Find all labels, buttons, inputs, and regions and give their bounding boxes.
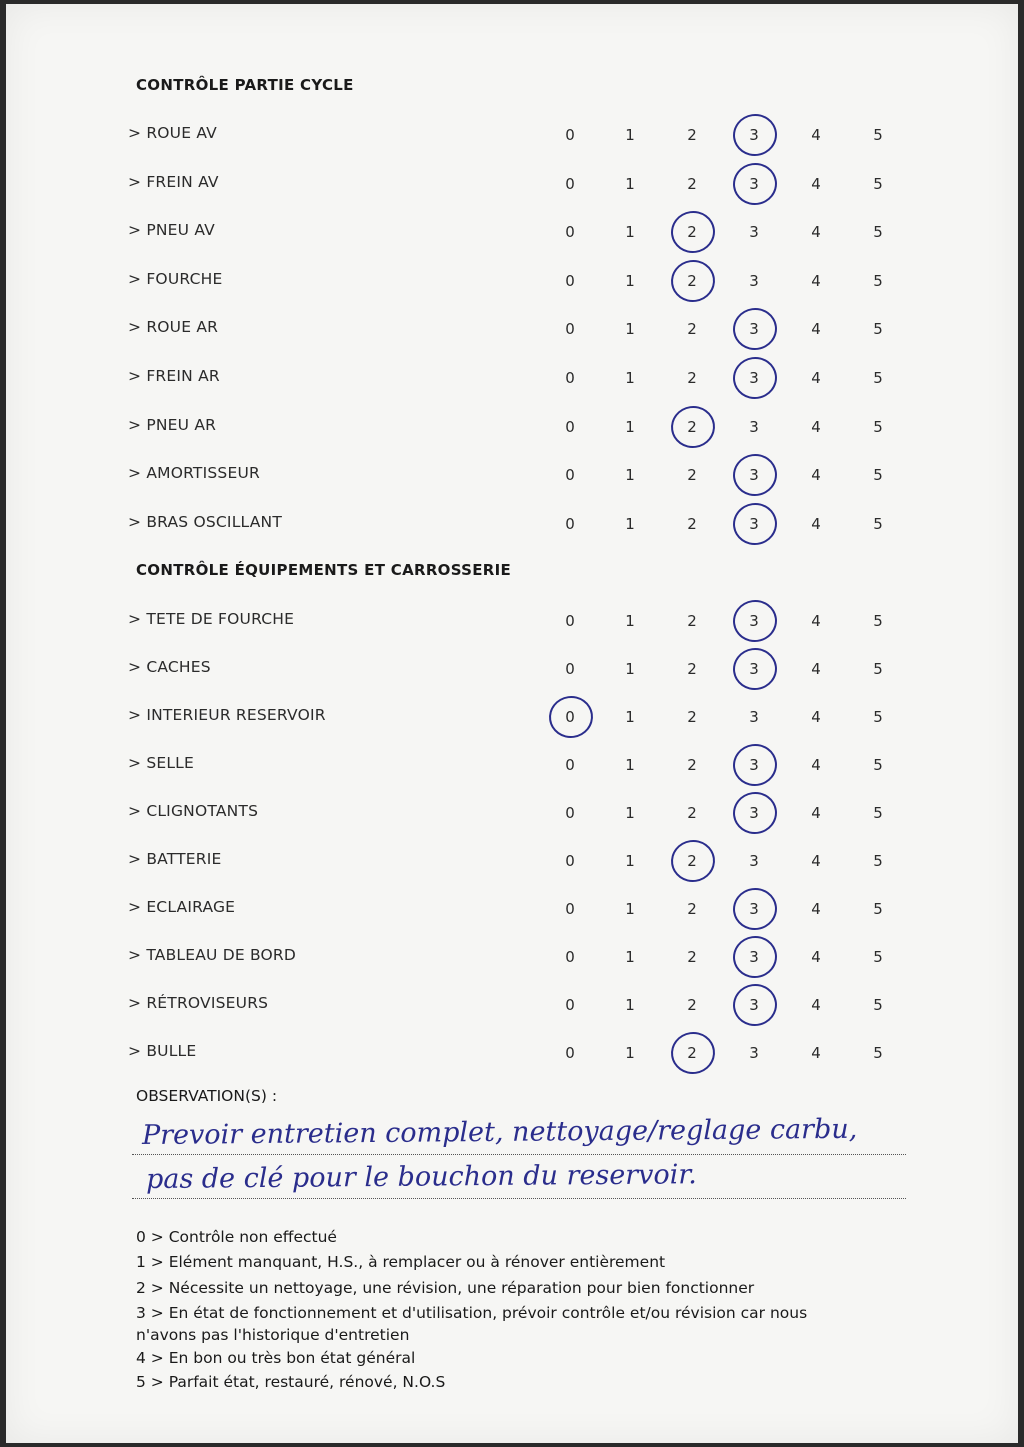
checklist-row: [6, 800, 1018, 826]
score-option-3[interactable]: 3: [749, 174, 759, 193]
score-option-2[interactable]: 2: [687, 271, 697, 290]
score-option-1[interactable]: 1: [625, 514, 635, 533]
score-option-1[interactable]: 1: [625, 660, 635, 678]
inspection-sheet: [6, 4, 1018, 1443]
score-option-4[interactable]: 4: [811, 271, 821, 290]
score-option-2[interactable]: 2: [687, 417, 697, 436]
score-option-4[interactable]: 4: [811, 612, 821, 630]
checklist-row: [6, 1040, 1018, 1066]
score-option-3[interactable]: 3: [749, 660, 759, 678]
selected-score-circle[interactable]: [730, 933, 779, 981]
score-option-2[interactable]: 2: [687, 223, 697, 242]
score-option-2[interactable]: 2: [687, 708, 697, 726]
score-option-4[interactable]: 4: [811, 126, 821, 144]
score-option-1[interactable]: 1: [625, 756, 635, 774]
selected-score-circle[interactable]: [730, 741, 779, 789]
score-option-5[interactable]: 5: [873, 417, 883, 436]
score-option-4[interactable]: 4: [811, 514, 821, 533]
score-option-0[interactable]: 0: [565, 320, 575, 339]
section-title-equipment: CONTRÔLE ÉQUIPEMENTS ET CARROSSERIE: [136, 561, 512, 579]
score-option-0[interactable]: 0: [565, 900, 575, 918]
legend-5: 5 > Parfait état, restauré, rénové, N.O.S: [136, 1373, 446, 1391]
checklist-row: [6, 171, 1018, 197]
score-option-5[interactable]: 5: [873, 514, 883, 533]
score-option-0[interactable]: 0: [565, 1044, 575, 1062]
score-option-1[interactable]: 1: [625, 320, 635, 339]
checklist-row: [6, 656, 1018, 682]
legend-3-continued: n'avons pas l'historique d'entretien: [136, 1326, 410, 1344]
selected-score-circle[interactable]: [730, 597, 779, 645]
score-option-0[interactable]: 0: [565, 708, 575, 726]
score-option-0[interactable]: 0: [565, 417, 575, 436]
checklist-item-label: > BRAS OSCILLANT: [128, 512, 282, 531]
checklist-item-label: > PNEU AR: [128, 415, 217, 434]
score-option-1[interactable]: 1: [625, 948, 635, 966]
selected-score-circle[interactable]: [668, 1029, 717, 1077]
score-option-3[interactable]: 3: [749, 996, 759, 1014]
score-option-2[interactable]: 2: [687, 948, 697, 966]
score-option-3[interactable]: 3: [749, 852, 759, 870]
score-option-3[interactable]: 3: [749, 369, 759, 387]
score-option-4[interactable]: 4: [811, 1044, 821, 1062]
score-option-5[interactable]: 5: [873, 174, 883, 193]
score-option-5[interactable]: 5: [873, 708, 883, 726]
checklist-item-label: > ROUE AR: [128, 318, 219, 337]
score-option-3[interactable]: 3: [749, 223, 759, 242]
score-option-3[interactable]: 3: [749, 1044, 759, 1062]
score-option-2[interactable]: 2: [687, 369, 697, 387]
score-option-0[interactable]: 0: [565, 804, 575, 822]
checklist-item-label: > AMORTISSEUR: [128, 464, 260, 483]
score-option-5[interactable]: 5: [873, 996, 883, 1014]
score-option-1[interactable]: 1: [625, 612, 635, 630]
legend-1: 1 > Elément manquant, H.S., à remplacer ou à rénover entièrement: [136, 1253, 666, 1271]
checklist-row: [6, 219, 1018, 245]
score-option-2[interactable]: 2: [687, 320, 697, 339]
checklist-row: [6, 608, 1018, 634]
score-option-5[interactable]: 5: [873, 320, 883, 339]
score-option-2[interactable]: 2: [687, 804, 697, 822]
score-option-4[interactable]: 4: [811, 852, 821, 870]
checklist-row: [6, 365, 1018, 391]
checklist-item-label: > FOURCHE: [128, 269, 223, 288]
checklist-row: [6, 316, 1018, 342]
score-option-4[interactable]: 4: [811, 948, 821, 966]
score-option-2[interactable]: 2: [687, 900, 697, 918]
checklist-row: [6, 414, 1018, 440]
score-option-2[interactable]: 2: [687, 996, 697, 1014]
score-option-4[interactable]: 4: [811, 320, 821, 339]
selected-score-circle[interactable]: [668, 257, 717, 305]
score-option-5[interactable]: 5: [873, 126, 883, 144]
score-option-5[interactable]: 5: [873, 466, 883, 485]
score-option-3[interactable]: 3: [749, 514, 759, 533]
selected-score-circle[interactable]: [730, 111, 779, 159]
score-option-2[interactable]: 2: [687, 1044, 697, 1062]
checklist-item-label: > PNEU AV: [128, 221, 215, 240]
score-option-5[interactable]: 5: [873, 612, 883, 630]
score-option-0[interactable]: 0: [565, 660, 575, 678]
score-option-5[interactable]: 5: [873, 369, 883, 387]
selected-score-circle[interactable]: [730, 500, 779, 548]
score-option-0[interactable]: 0: [565, 466, 575, 485]
observation-line-1: Prevoir entretien complet, nettoyage/reglage carbu,: [141, 1113, 858, 1151]
selected-score-circle[interactable]: [730, 789, 779, 837]
selected-score-circle[interactable]: [730, 306, 779, 354]
score-option-0[interactable]: 0: [565, 948, 575, 966]
score-option-1[interactable]: 1: [625, 271, 635, 290]
score-option-3[interactable]: 3: [749, 320, 759, 339]
checklist-row: [6, 848, 1018, 874]
score-option-4[interactable]: 4: [811, 996, 821, 1014]
checklist-item-label: > CLIGNOTANTS: [128, 802, 259, 820]
score-option-2[interactable]: 2: [687, 466, 697, 485]
score-option-2[interactable]: 2: [687, 612, 697, 630]
score-option-2[interactable]: 2: [687, 660, 697, 678]
score-option-4[interactable]: 4: [811, 708, 821, 726]
score-option-1[interactable]: 1: [625, 1044, 635, 1062]
score-option-5[interactable]: 5: [873, 804, 883, 822]
score-option-1[interactable]: 1: [625, 996, 635, 1014]
checklist-row: [6, 704, 1018, 730]
score-option-1[interactable]: 1: [625, 804, 635, 822]
dotted-line-2: [132, 1198, 906, 1199]
selected-score-circle[interactable]: [668, 403, 717, 451]
score-option-5[interactable]: 5: [873, 660, 883, 678]
checklist-row: [6, 268, 1018, 294]
checklist-row: [6, 511, 1018, 537]
score-option-4[interactable]: 4: [811, 369, 821, 387]
score-option-0[interactable]: 0: [565, 612, 575, 630]
selected-score-circle[interactable]: [730, 645, 779, 693]
score-option-2[interactable]: 2: [687, 852, 697, 870]
score-option-3[interactable]: 3: [749, 417, 759, 436]
checklist-row: [6, 462, 1018, 488]
checklist-item-label: > TABLEAU DE BORD: [128, 946, 297, 964]
score-option-2[interactable]: 2: [687, 174, 697, 193]
legend-3: 3 > En état de fonctionnement et d'utilisation, prévoir contrôle et/ou révision car nous: [136, 1304, 808, 1322]
legend-4: 4 > En bon ou très bon état général: [136, 1349, 416, 1367]
score-option-0[interactable]: 0: [565, 126, 575, 144]
legend-0: 0 > Contrôle non effectué: [136, 1228, 337, 1246]
score-option-3[interactable]: 3: [749, 804, 759, 822]
score-option-1[interactable]: 1: [625, 369, 635, 387]
score-option-5[interactable]: 5: [873, 1044, 883, 1062]
score-option-5[interactable]: 5: [873, 900, 883, 918]
score-option-4[interactable]: 4: [811, 660, 821, 678]
score-option-1[interactable]: 1: [625, 708, 635, 726]
selected-score-circle[interactable]: [730, 451, 779, 499]
section-title-cycle: CONTRÔLE PARTIE CYCLE: [136, 76, 354, 94]
checklist-item-label: > BULLE: [128, 1042, 197, 1060]
score-option-4[interactable]: 4: [811, 466, 821, 485]
selected-score-circle[interactable]: [730, 160, 779, 208]
score-option-4[interactable]: 4: [811, 417, 821, 436]
score-option-3[interactable]: 3: [749, 948, 759, 966]
score-option-0[interactable]: 0: [565, 996, 575, 1014]
score-option-3[interactable]: 3: [749, 708, 759, 726]
score-option-2[interactable]: 2: [687, 514, 697, 533]
checklist-item-label: > BATTERIE: [128, 850, 222, 868]
checklist-item-label: > TETE DE FOURCHE: [128, 610, 295, 628]
score-option-5[interactable]: 5: [873, 756, 883, 774]
checklist-row: [6, 752, 1018, 778]
checklist-row: [6, 992, 1018, 1018]
score-option-3[interactable]: 3: [749, 466, 759, 485]
score-option-5[interactable]: 5: [873, 223, 883, 242]
checklist-item-label: > ROUE AV: [128, 124, 217, 142]
score-option-0[interactable]: 0: [565, 852, 575, 870]
score-option-5[interactable]: 5: [873, 852, 883, 870]
score-option-4[interactable]: 4: [811, 223, 821, 242]
score-option-3[interactable]: 3: [749, 900, 759, 918]
score-option-5[interactable]: 5: [873, 271, 883, 290]
score-option-1[interactable]: 1: [625, 417, 635, 436]
selected-score-circle[interactable]: [730, 981, 779, 1029]
observation-line-2: pas de clé pour le bouchon du reservoir.: [145, 1159, 697, 1195]
score-option-1[interactable]: 1: [625, 223, 635, 242]
score-option-0[interactable]: 0: [565, 271, 575, 290]
score-option-5[interactable]: 5: [873, 948, 883, 966]
score-option-3[interactable]: 3: [749, 126, 759, 144]
selected-score-circle[interactable]: [668, 208, 717, 256]
score-option-0[interactable]: 0: [565, 756, 575, 774]
score-option-3[interactable]: 3: [749, 271, 759, 290]
score-option-0[interactable]: 0: [565, 514, 575, 533]
score-option-4[interactable]: 4: [811, 756, 821, 774]
score-option-0[interactable]: 0: [565, 223, 575, 242]
score-option-4[interactable]: 4: [811, 174, 821, 193]
checklist-item-label: > SELLE: [128, 754, 195, 772]
score-option-1[interactable]: 1: [625, 126, 635, 144]
checklist-item-label: > INTERIEUR RESERVOIR: [128, 706, 326, 724]
selected-score-circle[interactable]: [730, 354, 779, 402]
checklist-item-label: > RÉTROVISEURS: [128, 994, 269, 1012]
score-option-2[interactable]: 2: [687, 126, 697, 144]
selected-score-circle[interactable]: [546, 693, 595, 741]
score-option-4[interactable]: 4: [811, 900, 821, 918]
checklist-row: [6, 122, 1018, 148]
score-option-3[interactable]: 3: [749, 756, 759, 774]
checklist-item-label: > FREIN AR: [128, 367, 220, 385]
checklist-row: [6, 944, 1018, 970]
checklist-item-label: > ECLAIRAGE: [128, 898, 236, 916]
legend-2: 2 > Nécessite un nettoyage, une révision, une réparation pour bien fonctionner: [136, 1279, 755, 1297]
checklist-row: [6, 896, 1018, 922]
score-option-2[interactable]: 2: [687, 756, 697, 774]
checklist-item-label: > FREIN AV: [128, 172, 219, 191]
score-option-0[interactable]: 0: [565, 174, 575, 193]
score-option-4[interactable]: 4: [811, 804, 821, 822]
score-option-1[interactable]: 1: [625, 852, 635, 870]
score-option-1[interactable]: 1: [625, 900, 635, 918]
selected-score-circle[interactable]: [668, 837, 717, 885]
score-option-1[interactable]: 1: [625, 174, 635, 193]
dotted-line-1: [132, 1154, 906, 1155]
score-option-0[interactable]: 0: [565, 369, 575, 387]
score-option-1[interactable]: 1: [625, 466, 635, 485]
observation-title: OBSERVATION(S) :: [136, 1087, 278, 1105]
checklist-item-label: > CACHES: [128, 658, 211, 676]
selected-score-circle[interactable]: [730, 885, 779, 933]
score-option-3[interactable]: 3: [749, 612, 759, 630]
